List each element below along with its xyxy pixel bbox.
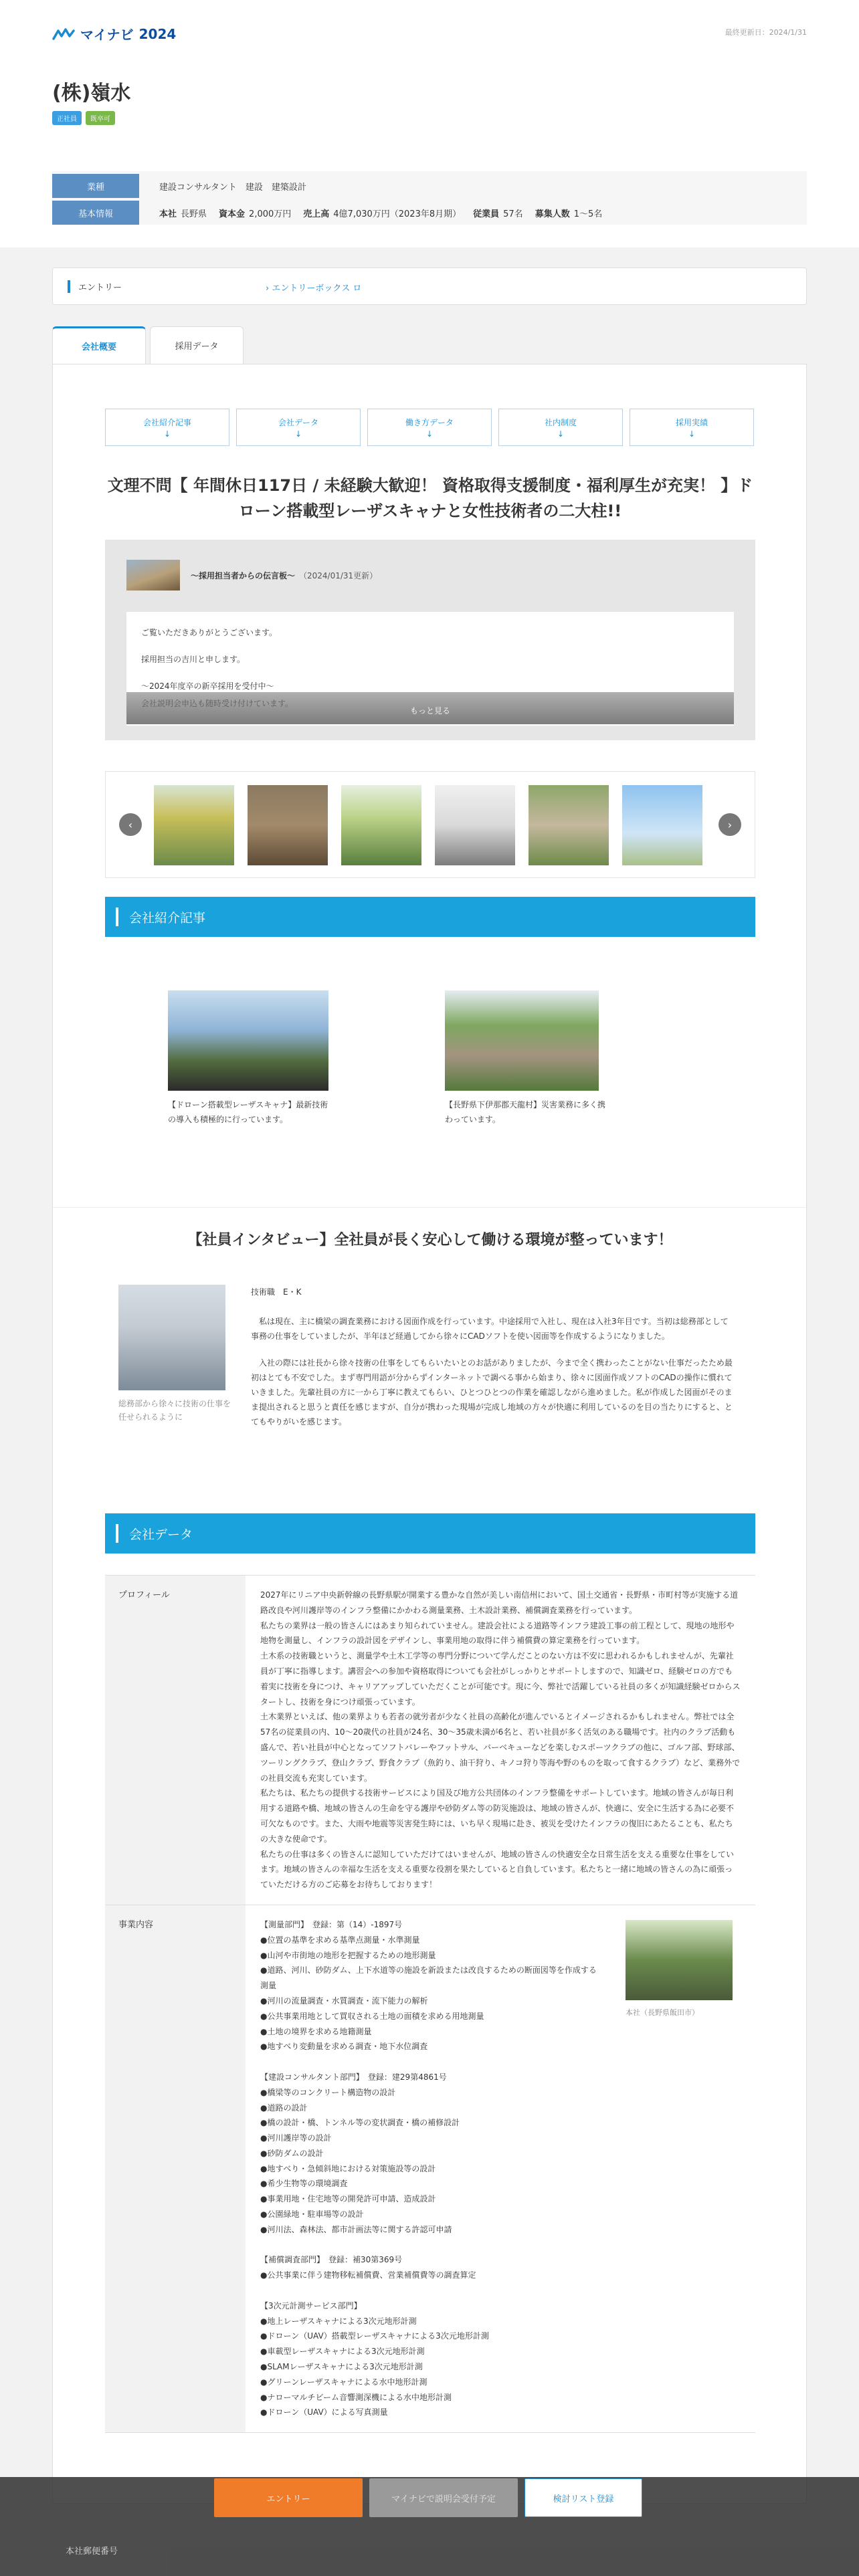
gallery-items — [154, 785, 702, 865]
badge-graduates-ok: 既卒可 — [86, 111, 115, 125]
gallery-photo[interactable] — [529, 785, 609, 865]
gallery-photo[interactable] — [154, 785, 234, 865]
interview-person: 技術職 E・K — [251, 1287, 302, 1297]
industry-row — [52, 174, 807, 198]
interview-paragraph: 入社の際には社長から徐々技術の仕事をしてもらいたいとのお話がありましたが、今まで全く携わったことがない仕事だったため最初はとても不安でした。まず専門用語が分からずインターネットで調べる事から始まり、徐々に図面作成ソフトのCADの操作に慣れていきました。先輩社員の方に一から丁寧に教えてもらい、ひとつひとつの作業を確認しながら進めました。私が作成した図面がそのまま提出されると思うと責任を感じますが、自分が携わった現場が完成し地域の方々が快適に利用しているのを目の当たりにすると、とてもやりがいを感じます。 — [251, 1358, 733, 1426]
anchor-systems[interactable]: 社内制度 ↓ — [498, 409, 623, 446]
section-company-data-heading: 会社データ — [105, 1513, 755, 1553]
company-data-table — [105, 1575, 755, 2433]
business-cell — [246, 1905, 755, 2432]
profile-text: 2027年にリニア中央新幹線の長野県駅が開業する豊かな自然が美しい南信州において、国土交通省・長野県・市町村等が実施する道路改良や河川護岸等のインフラ整備にかかわる測量業務、土木設計業務、補償調査業務を行っています。 私たちの業界は一般の皆さんにはあまり知られていません。建設会社による道路等インフラ建設工事の前工程として、現地の地形や地物を測量し、インフラの設計図をデザインし、事業用地の取得に伴う補償費の算定業務を行っています。 土木系の技術職というと、測量学や土木工学等の専門分野について学んだことのない方は不安に思われるかもしれませんが、先輩社員が丁寧に指導します。講習会への参加や資格取得についても会社がしっかりとサポートしますので、知識ゼロ、経験ゼロの方でも着実に技術を身につけ、キャリアアップしていただくことが可能です。現に今、弊社で活躍している社員の多くが知識経験ゼロからスタートし、技術を身につけ頑張っています。 土木業界といえば、他の業界よりも若者の就労者が少なく社員の高齢化が進んでいるとイメージされるかもしれません。弊社では全57名の従業員の内、10〜20歳代の社員が24名、30〜35歳未満が6名と、若い社員が多く活気のある職場です。社内のクラブ活動も盛んで、若い社員が中心となってソフトバレーやフットサル、バーベキューなどを楽しむスポーツクラブの他に、ゴルフ部、野球部、ツーリングクラブ、登山クラブ、野食クラブ（魚釣り、油干狩り、キノコ狩り等海や野のものを取って食するクラブ）など、業務外での社員交流も充実しています。 私たちは、私たちの提供する技術サービスにより国及び地方公共団体のインフラ整備をサポートしています。地域の皆さんが毎日利用する道路や橋、地域の皆さんの生命を守る護岸や砂防ダム等の防災施設は、地域の皆さんが、快適に、安全に生活する為に必要不可欠なものです。また、大雨や地震等災害発生時には、いち早く現場に赴き、被災を受けたインフラの復旧にあたることも、私たちの大きな使命です。 私たちの仕事は多くの皆さんに認知していただけてはいませんが、地域の皆さんの快適安全な日常生活を支える重要な仕事をしています。地域の皆さんの幸福な生活を支える重要な役割を果たしていると自負しています。私たちと一緒に地域の皆さんの為に頑張っていただける方のご応募をお待ちしております！ — [260, 1590, 741, 1890]
entry-label: エントリー — [68, 280, 122, 293]
chevron-right-icon: › — [727, 818, 733, 831]
logo-year: 2024 — [138, 25, 177, 42]
seminar-button[interactable]: マイナビで説明会受付予定 — [369, 2478, 518, 2517]
recruiter-message-box — [105, 540, 755, 740]
gallery-prev-button[interactable] — [119, 813, 142, 836]
article-photo-drone — [168, 990, 328, 1091]
employees-item: 従業員 57名 — [473, 209, 523, 219]
message-date: （2024/01/31更新） — [299, 570, 378, 580]
gallery-photo[interactable] — [435, 785, 515, 865]
interview-paragraph: 私は現在、主に橋梁の調査業務における図面作成を行っています。中途採用で入社し、現在は入社3年目です。当初は総務部として事務の仕事をしていましたが、半年ほど経過してから徐々にCADソフトを使い図面等を作成するようになりました。 — [251, 1317, 729, 1341]
anchor-company-data[interactable]: 会社データ ↓ — [236, 409, 361, 446]
message-header — [126, 560, 377, 591]
anchor-hiring-record[interactable]: 採用実績 ↓ — [630, 409, 754, 446]
entry-button[interactable]: エントリー — [214, 2478, 363, 2517]
honsha-item: 本社 長野県 — [159, 209, 207, 219]
top-header — [0, 0, 859, 64]
gallery-next-button[interactable] — [719, 813, 741, 836]
capital-item: 資本金 2,000万円 — [219, 209, 292, 219]
divider — [53, 1207, 806, 1208]
photo-gallery — [105, 771, 755, 878]
article-caption: 【長野県下伊那郡天龍村】災害業務に多く携わっています。 — [445, 1100, 606, 1124]
profile-cell — [246, 1576, 755, 1905]
article-card[interactable] — [445, 990, 605, 1127]
logo-mark-icon — [52, 28, 75, 40]
recruit-item: 募集人数 1〜5名 — [535, 209, 603, 219]
main-panel — [52, 364, 807, 2504]
mynavi-logo[interactable] — [52, 24, 176, 43]
entry-bar — [52, 267, 807, 305]
arrow-down-icon: ↓ — [688, 429, 696, 439]
employment-badges — [52, 111, 115, 125]
postal-code-label: 本社郵便番号 — [66, 2547, 118, 2557]
article-caption: 【ドローン搭載型レーザスキャナ】最新技術の導入も積極的に行っています。 — [168, 1100, 328, 1124]
arrow-down-icon: ↓ — [425, 429, 434, 439]
headquarters-photo — [626, 1920, 733, 2000]
industry-label: 業種 — [52, 174, 139, 198]
message-line: 採用担当の吉川と申します。 — [141, 655, 246, 664]
anchor-links — [105, 409, 754, 446]
article-card[interactable] — [168, 990, 328, 1127]
profile-label: プロフィール — [105, 1576, 246, 1905]
table-row — [105, 1576, 755, 1905]
article-photo-landslide — [445, 990, 599, 1091]
last-updated: 最終更新日：2024/1/31 — [725, 28, 807, 37]
badge-regular: 正社員 — [52, 111, 82, 125]
anchor-articles[interactable]: 会社紹介記事 ↓ — [105, 409, 229, 446]
basic-info-values — [139, 207, 602, 219]
arrow-down-icon: ↓ — [163, 429, 171, 439]
table-row — [105, 1905, 755, 2433]
company-header — [0, 64, 859, 247]
gallery-photo[interactable] — [622, 785, 702, 865]
bottom-action-bar — [0, 2477, 859, 2576]
message-thumbnail — [126, 560, 180, 591]
tab-company-overview[interactable]: 会社概要 — [52, 326, 146, 364]
interview-text — [251, 1285, 734, 1441]
business-label: 事業内容 — [105, 1905, 246, 2432]
arrow-down-icon: ↓ — [294, 429, 302, 439]
tab-recruit-data[interactable]: 採用データ — [150, 326, 244, 364]
add-to-list-button[interactable]: 検討リスト登録 — [524, 2478, 642, 2517]
arrow-down-icon: ↓ — [557, 429, 565, 439]
business-photo — [626, 1920, 733, 2021]
basic-info-row — [52, 201, 807, 225]
catchphrase: 文理不問【 年間休日117日 / 未経験大歓迎！ 資格取得支援制度・福利厚生が充実！ 】ドローン搭載型レーザスキャナと女性技術者の二大柱!! — [107, 476, 753, 520]
business-photo-caption: 本社（長野県飯田市） — [626, 2008, 699, 2017]
basic-info-label: 基本情報 — [52, 201, 139, 225]
company-info-box — [52, 171, 807, 225]
sales-item: 売上高 4億7,030万円（2023年8月期） — [303, 209, 462, 219]
message-line: ご覧いただきありがとうございます。 — [141, 628, 278, 637]
interview-photo — [118, 1285, 225, 1390]
industry-value: 建設コンサルタント 建設 建築設計 — [159, 182, 306, 193]
anchor-work-style[interactable]: 働き方データ ↓ — [367, 409, 492, 446]
chevron-left-icon: ‹ — [128, 818, 133, 831]
message-line: 〜2024年度卒の新卒採用を受付中〜 — [141, 681, 274, 691]
logo-text: マイナビ — [80, 27, 134, 43]
show-more-button[interactable]: もっと見る — [126, 692, 734, 724]
gallery-photo[interactable] — [248, 785, 328, 865]
entry-box-link[interactable]: › エントリーボックス ロ — [266, 284, 362, 294]
section-articles-heading: 会社紹介記事 — [105, 897, 755, 937]
business-text: 【測量部門】 登録：第（14）-1897号 ●位置の基準を求める基準点測量・水準測量 ●山河や市街地の地形を把握するための地形測量 ●道路、河川、砂防ダム、上下水道等の施設を新設または改良するための断面図等を作成する測量 ●河川の流量調査・水質調査・流下能力の解析 ●公共事業用地として買収される土地の面積を求める用地測量 ●土地の境界を求める地籍測量 ●地すべり変動量を求める調査・地下水位調査 【建設コンサルタント部門】 登録：建29第4861号 ●橋梁等のコンクリート構造物の設計 ●道路の設計 ●橋の設計・橋、トンネル等の変状調査・橋の補修設計 ●河川護岸等の設計 ●砂防ダムの設計 ●地すべり・急傾斜地における対策施設等の設計 ●希少生物等の環境調査 ●事業用地・住宅地等の開発許可申請、造成設計 ●公園緑地・駐車場等の設計 ●河川法、森林法、都市計画法等に関する許認可申請 【補償調査部門】 登録：補30第369号 ●公共事業に伴う建物移転補償費、営業補償費等の調査算定 【3次元計測サービス部門】 ●地上レーザスキャナによる3次元地形計測 ●ドローン（UAV）搭載型レーザスキャナによる3次元地形計測 ●車載型レーザスキャナによる3次元地形計測 ●SLAMレーザスキャナによる3次元地形計測 ●グリーンレーザスキャナによる水中地形計測 ●ナローマルチビーム音響測深機による水中地形計測 ●ドローン（UAV）による写真測量 — [260, 1919, 597, 2418]
page-tabs — [52, 326, 244, 364]
interview-title: 【社員インタビュー】全社員が長く安心して働ける環境が整っています！ — [187, 1232, 673, 1249]
interview-photo-caption: 総務部から徐々に技術の仕事を任せられるように — [118, 1399, 231, 1422]
gallery-photo[interactable] — [341, 785, 421, 865]
message-title: 〜採用担当者からの伝言板〜 （2024/01/31更新） — [191, 570, 378, 580]
company-name: (株)嶺水 — [52, 82, 131, 105]
